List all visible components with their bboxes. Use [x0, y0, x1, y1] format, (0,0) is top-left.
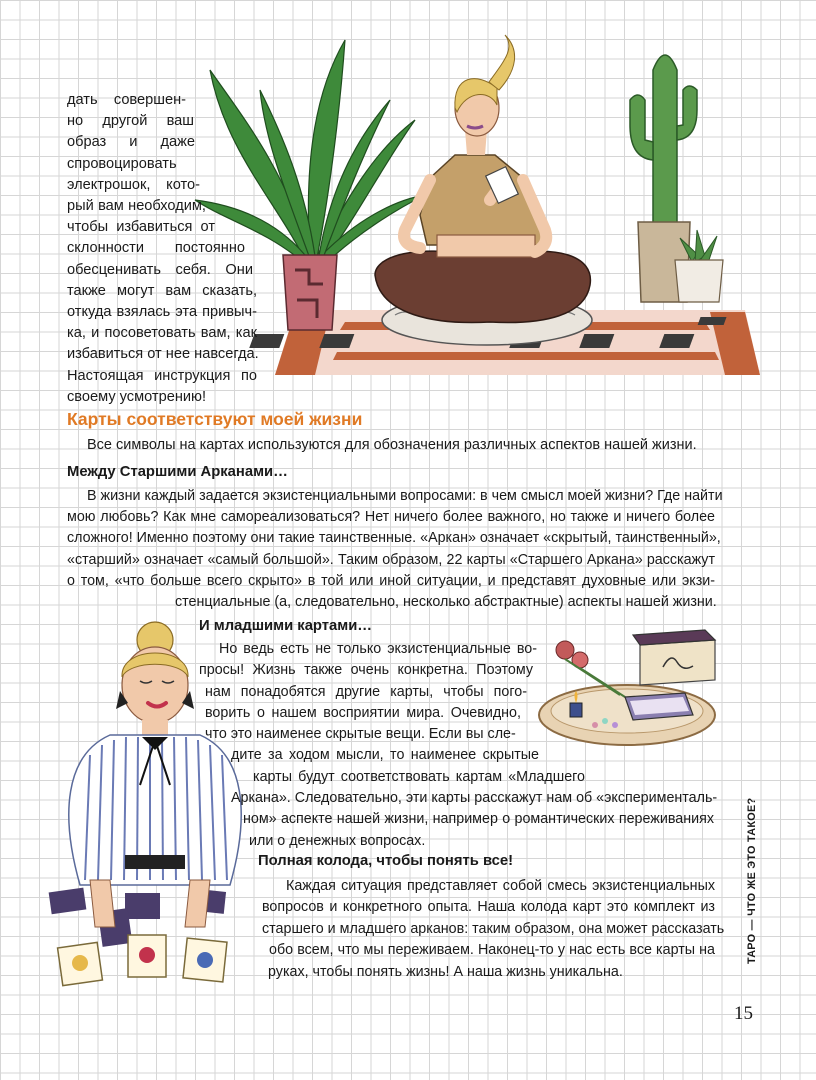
paragraph-line: ворить о нашем восприятии мира. Очевидно,: [205, 704, 521, 721]
paragraph-line: что это наименее скрытые вещи. Если вы сле-: [205, 726, 516, 743]
intro-line: ка, и посоветовать вам, как: [67, 325, 257, 342]
section-intro: Все символы на картах используются для обозначения различных аспектов нашей жизни.: [87, 437, 697, 453]
minor-arcana-heading: И младшими картами…: [199, 618, 373, 634]
paragraph-line: Аркана». Следовательно, эти карты расскажут нам об «эксперименталь-: [231, 790, 718, 807]
paragraph-line: о том, «что больше всего скрыто» в той или иной ситуации, и представят духовные или экзи-: [67, 572, 715, 589]
succulent: [675, 230, 723, 302]
intro-line: склонности постоянно: [67, 240, 245, 257]
paragraph-line: нам понадобятся другие карты, чтобы пого-: [205, 683, 527, 700]
full-deck-paragraph: [262, 876, 725, 983]
minor-arcana-paragraph: [199, 639, 719, 852]
major-arcana-paragraph: [67, 486, 723, 613]
intro-line: рый вам необходим,: [67, 198, 206, 215]
intro-line: избавиться от нее навсегда.: [67, 346, 259, 363]
section-title: Карты соответствуют моей жизни: [67, 409, 363, 429]
paragraph-line: Но ведь есть не только экзистенциальные во-: [219, 641, 537, 657]
intro-line: спровоцировать: [67, 155, 177, 172]
paragraph-line: Каждая ситуация представляет собой смесь экзистенциальных: [286, 878, 715, 894]
intro-line: электрошок, кото-: [67, 176, 200, 193]
intro-line: чтобы избавиться от: [67, 219, 215, 236]
paragraph-line: мою любовь? Как мне самореализоваться? Нет ничего более важного, но также и ничего более: [67, 509, 715, 526]
paragraph-line: В жизни каждый задается экзистенциальными вопросами: в чем смысл моей жизни? Где найти: [87, 488, 723, 504]
intro-line: образ и даже: [67, 134, 195, 151]
intro-line: обесценивать себя. Они: [67, 261, 253, 278]
intro-paragraph: [67, 90, 257, 408]
paragraph-line: дите за ходом мысли, то наименее скрытые: [231, 747, 539, 764]
paragraph-line: обо всем, что мы переживаем. Наконец-то у нас есть все карты на: [269, 942, 715, 959]
paragraph-line: просы! Жизнь также очень конкретна. Поэтому: [199, 662, 533, 679]
paragraph-line: вопросов и конкретного опыта. Наша колода карт это комплект из: [262, 899, 715, 916]
paragraph-line: сложного! Именно поэтому они такие таинственные. «Аркан» означает «скрытый, таинственный»,: [67, 530, 721, 547]
intro-line: откуда взялась эта привыч-: [67, 304, 257, 321]
chapter-side-label: ТАРО — ЧТО ЖЕ ЭТО ТАКОЕ?: [746, 797, 758, 964]
intro-line: также могут вам сказать,: [67, 282, 257, 299]
paragraph-line: руках, чтобы понять жизнь! А наша жизнь уникальна.: [268, 963, 623, 980]
page-number: 15: [734, 1003, 753, 1024]
paragraph-line: «старший» означает «самый большой». Таким образом, 22 карты «Старшего Аркана» расскажут: [67, 551, 715, 568]
paragraph-line: ном» аспекте нашей жизни, например о романтических переживаниях: [243, 811, 714, 828]
paragraph-line: или о денежных вопросах.: [249, 832, 426, 849]
meditating-woman: [375, 35, 592, 345]
intro-line: но другой ваш: [67, 113, 194, 130]
paragraph-line: карты будут соответствовать картам «Младшего: [253, 768, 585, 785]
paragraph-line: стенциальные (а, следовательно, несколько абстрактные) аспекты нашей жизни.: [175, 594, 717, 611]
major-arcana-heading: Между Старшими Арканами…: [67, 464, 288, 480]
intro-line: своему усмотрению!: [67, 388, 207, 405]
paragraph-line: старшего и младшего арканов: таким образом, она может рассказать: [262, 920, 725, 937]
full-deck-heading: Полная колода, чтобы понять все!: [258, 853, 514, 869]
intro-line: дать совершен-: [67, 92, 186, 108]
intro-line: Настоящая инструкция по: [67, 367, 257, 384]
meditation-illustration: [205, 30, 765, 390]
